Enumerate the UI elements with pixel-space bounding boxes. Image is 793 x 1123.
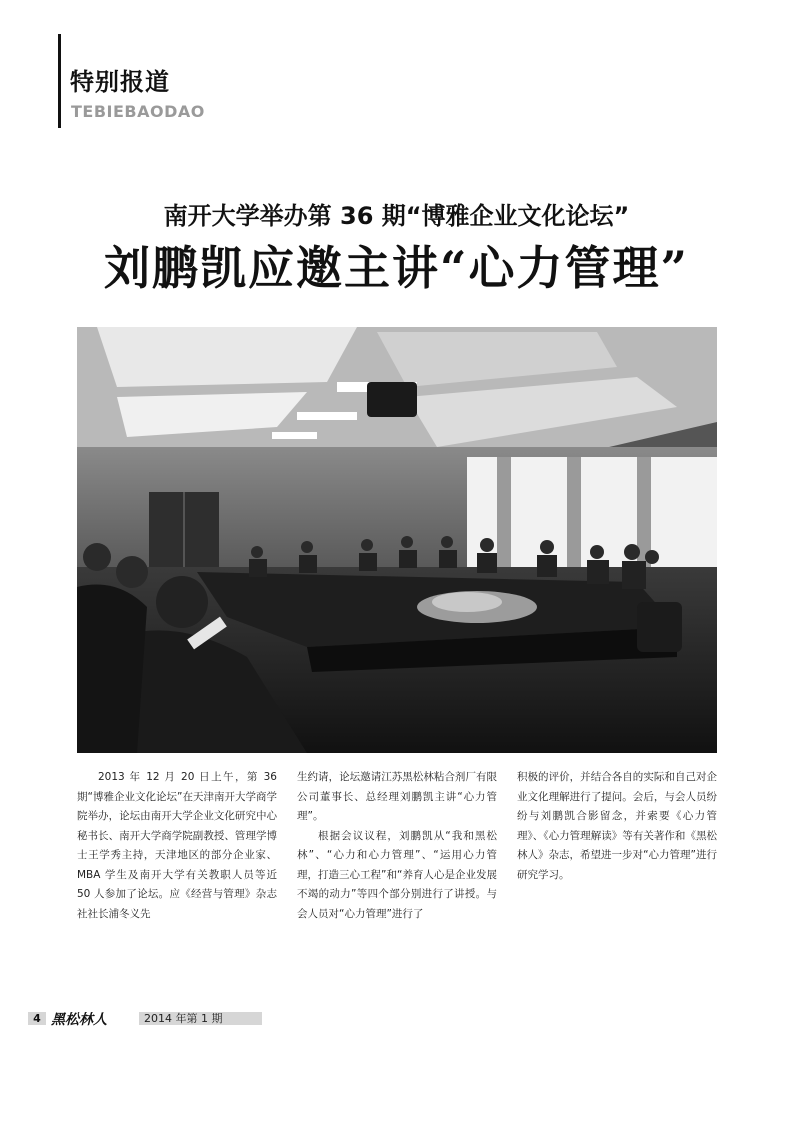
- page-footer: [28, 1012, 233, 1028]
- article-column-3: [517, 768, 717, 885]
- forum-meeting-photo: [77, 327, 717, 753]
- paragraph: 2013 年 12 月 20 日上午，第 36 期“博雅企业文化论坛”在天津南开大学商学院举办，论坛由南开大学企业文化研究中心秘书长、南开大学商学院副教授、管理学博士王学秀主持，天津地区的部分企业家、MBA 学生及南开大学有关教职人员等近 50 人参加了论坛。应《经营与管理》杂志社社长浦冬义先: [77, 771, 277, 920]
- magazine-name-logo: 黑松林人: [51, 1012, 107, 1028]
- section-divider-bar: [58, 34, 61, 128]
- paragraph: 积极的评价，并结合各自的实际和自己对企业文化理解进行了提问。会后，与会人员纷纷与刘鹏凯合影留念，并索要《心力管理》、《心力管理解读》等有关著作和《黑松林人》杂志，希望进一步对“心力管理”进行研究学习。: [517, 771, 717, 881]
- article-column-2: [297, 768, 497, 924]
- section-pinyin: TEBIEBAODAO: [71, 102, 205, 121]
- paragraph: 生约请，论坛邀请江苏黑松林粘合剂厂有限公司董事长、总经理刘鹏凯主讲“心力管理”。: [297, 771, 497, 822]
- article-headline: 刘鹏凯应邀主讲“心力管理”: [104, 241, 689, 295]
- section-title: 特别报道: [70, 68, 170, 96]
- paragraph: 根据会议议程，刘鹏凯从“我和黑松林”、“心力和心力管理”、“运用心力管理，打造三心工程”和“养育人心是企业发展不竭的动力”等四个部分别进行了讲授。与会人员对“心力管理”进行了: [297, 829, 497, 920]
- issue-label: 2014 年第 1 期: [139, 1012, 262, 1025]
- page-number: 4: [28, 1012, 46, 1025]
- article-column-1: [77, 768, 277, 924]
- article-subtitle: 南开大学举办第 36 期“博雅企业文化论坛”: [163, 202, 630, 230]
